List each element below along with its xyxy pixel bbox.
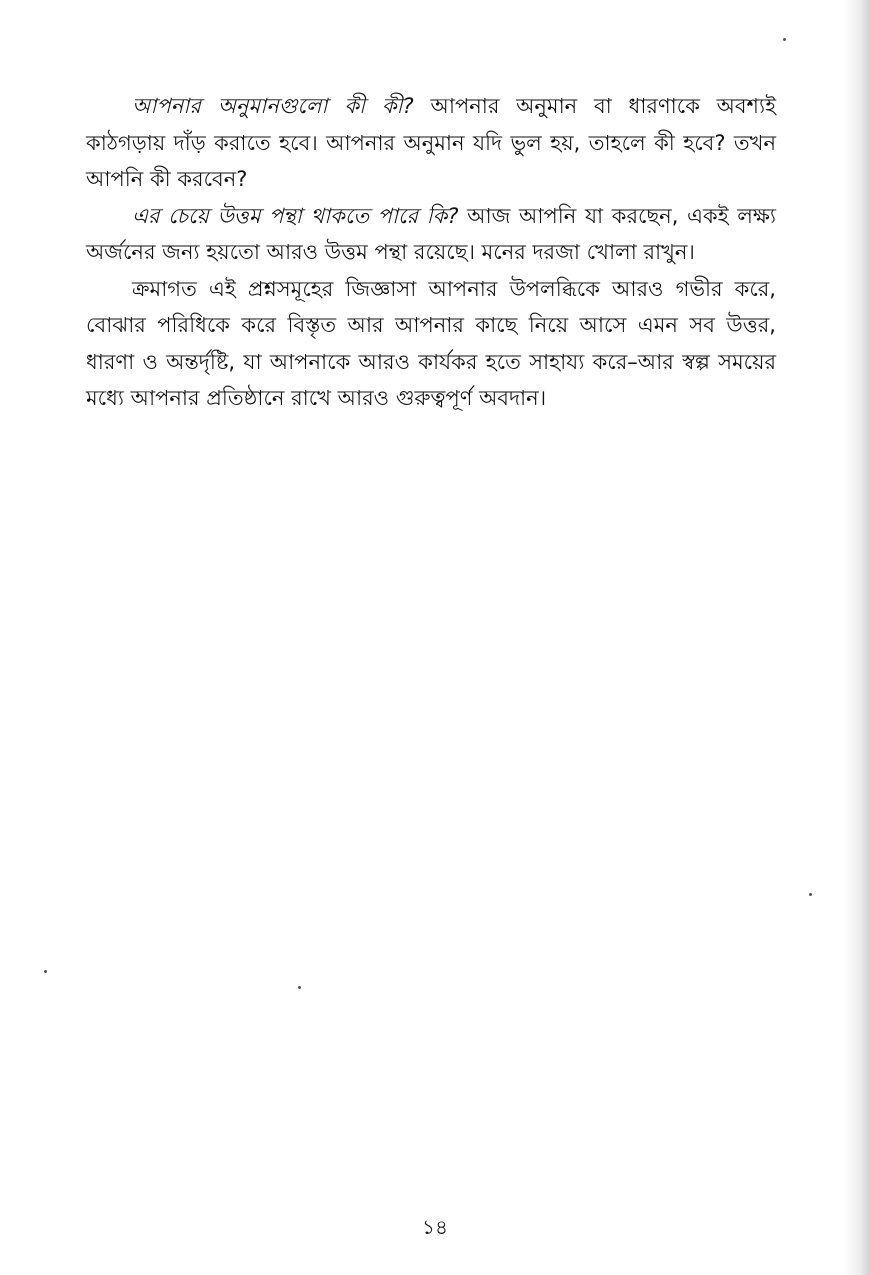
- paragraph-better-way: [86, 198, 776, 271]
- question-lead: এর চেয়ে উত্তম পন্থা থাকতে পারে কি?: [132, 203, 459, 228]
- page-edge-shadow: [844, 0, 870, 1275]
- paragraph-assumptions: [86, 88, 776, 198]
- scan-speck: [783, 38, 786, 41]
- paragraph-conclusion: [86, 271, 776, 417]
- page-number: ১৪: [422, 1215, 448, 1239]
- paragraph-body: আজ আপনি যা করছেন, একই লক্ষ্য অর্জনের জন্য হয়তো আরও উত্তম পন্থা রয়েছে। মনের দরজা খোলা রাখুন।: [86, 203, 776, 264]
- scan-speck: [298, 986, 301, 989]
- question-lead: আপনার অনুমানগুলো কী কী?: [132, 94, 414, 118]
- paragraph-body: আপনার অনুমান বা ধারণাকে অবশ্যই কাঠগড়ায় দাঁড় করাতে হবে। আপনার অনুমান যদি ভুল হয়, তাহলে কী হবে? তখন আপনি কী করবেন?: [86, 94, 776, 191]
- scan-speck: [44, 970, 47, 973]
- paragraph-body: ক্রমাগত এই প্রশ্নসমূহের জিজ্ঞাসা আপনার উপলব্ধিকে আরও গভীর করে, বোঝার পরিধিকে করে বিস্তৃত আর আপনার কাছে নিয়ে আসে এমন সব উত্তর, ধারণা ও অন্তর্দৃষ্টি, যা আপনাকে আরও কার্যকর হতে সাহায্য করে–আর স্বল্প সময়ের মধ্যে আপনার প্রতিষ্ঠানে রাখে আরও গুরুত্বপূর্ণ অবদান।: [86, 276, 776, 410]
- scan-speck: [809, 893, 812, 896]
- body-text: [86, 88, 776, 417]
